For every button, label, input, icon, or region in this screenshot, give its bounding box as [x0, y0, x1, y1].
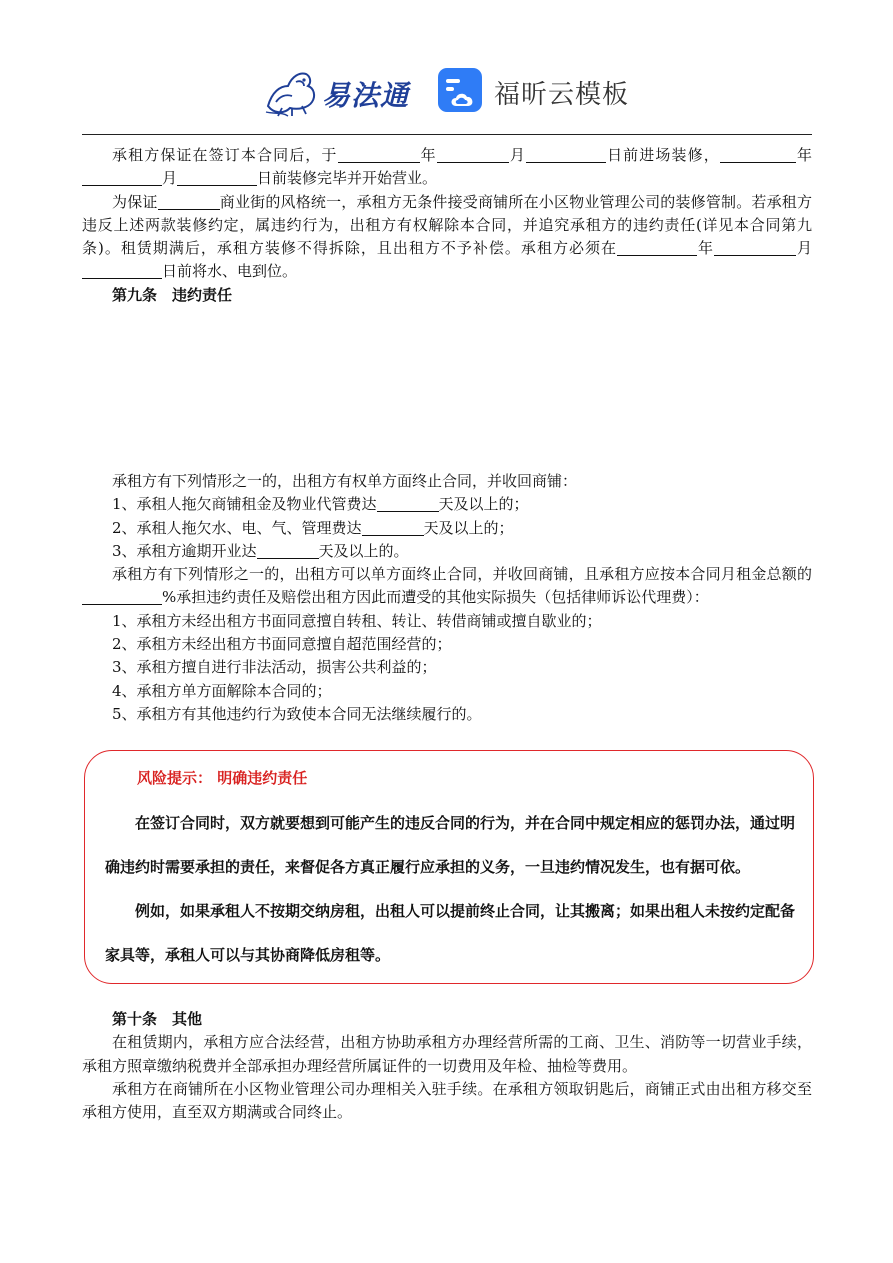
list-item: 1、承租方未经出租方书面同意擅自转租、转让、转借商铺或擅自歇业的； — [112, 611, 602, 630]
yifatong-logo — [262, 62, 432, 120]
page-header — [0, 58, 893, 128]
risk-tip-title: 风险提示： 明确违约责任 — [137, 769, 308, 787]
list-item: 1、承租人拖欠商铺租金及物业代管费达 天及以上的； — [112, 495, 529, 514]
cloud-template-icon — [436, 66, 484, 114]
article-10-title: 第十条 其他 — [112, 1010, 203, 1028]
list-item: 2、承租方未经出租方书面同意擅自超范围经营的； — [112, 635, 452, 654]
blank-field[interactable] — [82, 262, 162, 279]
paragraph-handover: 承租方在商铺所在小区物业管理公司办理相关入驻手续。在承租方领取钥匙后，商铺正式由出租方移交至承租方使用，直至双方期满或合同终止。 — [82, 1079, 812, 1122]
blank-field[interactable] — [617, 239, 697, 256]
blank-field[interactable] — [257, 542, 319, 559]
list-item: 3、承租方逾期开业达 天及以上的。 — [112, 541, 409, 560]
list-item: 2、承租人拖欠水、电、气、管理费达 天及以上的； — [112, 518, 514, 537]
risk-tip-box — [84, 750, 814, 984]
blank-field[interactable] — [82, 588, 162, 605]
list-item: 4、承租方单方面解除本合同的； — [112, 681, 332, 700]
header-divider — [82, 134, 812, 135]
risk-tip-body — [105, 801, 795, 977]
risk-tip-paragraph: 例如，如果承租人不按期交纳房租，出租人可以提前终止合同，让其搬离；如果出租人未按约定配备家具等，承租人可以与其协商降低房租等。 — [105, 902, 796, 964]
blank-field[interactable] — [377, 495, 439, 512]
qilin-logo-icon — [262, 62, 322, 120]
list-item: 3、承租方擅自进行非法活动，损害公共利益的； — [112, 658, 437, 677]
blank-field[interactable] — [177, 169, 257, 186]
blank-field[interactable] — [720, 146, 760, 163]
paragraph-penalty: 承租方有下列情形之一的，出租方可以单方面终止合同，并收回商铺，且承租方应按本合同月租金总额的%承担违约责任及赔偿出租方因此而遭受的其他实际损失（包括律师诉讼代理费）： — [82, 563, 812, 610]
paragraph-termination-rights: 承租方有下列情形之一的，出租方有权单方面终止合同，并收回商铺： — [112, 472, 578, 490]
fuxin-logo — [436, 64, 656, 118]
paragraph-business-license: 在租赁期内，承租方应合法经营，出租方协助承租方办理经营所需的工商、卫生、消防等一切营业手续，承租方照章缴纳税费并全部承担办理经营所属证件的一切费用及年检、抽检等费用。 — [82, 1033, 812, 1075]
paragraph-style-control: 为保证 商业街的风格统一，承租方无条件接受商铺所在小区物业管理公司的装修管制。若承租方违反上述两款装修约定，属违约行为，出租方有权解除本合同，并追究承租方的违约责任(详见本合同第九条)。租赁期满后，承租方装修不得拆除，且出租方不予补偿。承租方必须在 年 月日前将水、电到位。 — [82, 192, 812, 281]
blank-field[interactable] — [338, 146, 420, 163]
article-10 — [82, 1008, 812, 1124]
blank-field[interactable] — [82, 169, 162, 186]
section-top — [82, 144, 812, 307]
paragraph-renovation: 承租方保证在签订本合同后，于 年 月 日前进场装修， 年月 日前装修完毕并开始营业。 — [82, 144, 812, 191]
blank-field[interactable] — [760, 146, 796, 163]
article-9-title: 第九条 违约责任 — [112, 285, 233, 304]
blank-field[interactable] — [526, 146, 606, 163]
yifatong-brand-text: 易法通 — [322, 79, 410, 112]
blank-field[interactable] — [158, 193, 220, 210]
risk-tip-paragraph: 在签订合同时，双方就要想到可能产生的违反合同的行为，并在合同中规定相应的惩罚办法，通过明确违约时需要承担的责任，来督促各方真正履行应承担的义务，一旦违约情况发生，也有据可依。 — [105, 814, 796, 876]
article-9-body — [82, 470, 812, 726]
list-item: 5、承租方有其他违约行为致使本合同无法继续履行的。 — [112, 704, 482, 723]
blank-field[interactable] — [437, 146, 509, 163]
fuxin-brand-text: 福昕云模板 — [494, 80, 630, 110]
blank-field[interactable] — [362, 519, 424, 536]
blank-field[interactable] — [714, 239, 796, 256]
